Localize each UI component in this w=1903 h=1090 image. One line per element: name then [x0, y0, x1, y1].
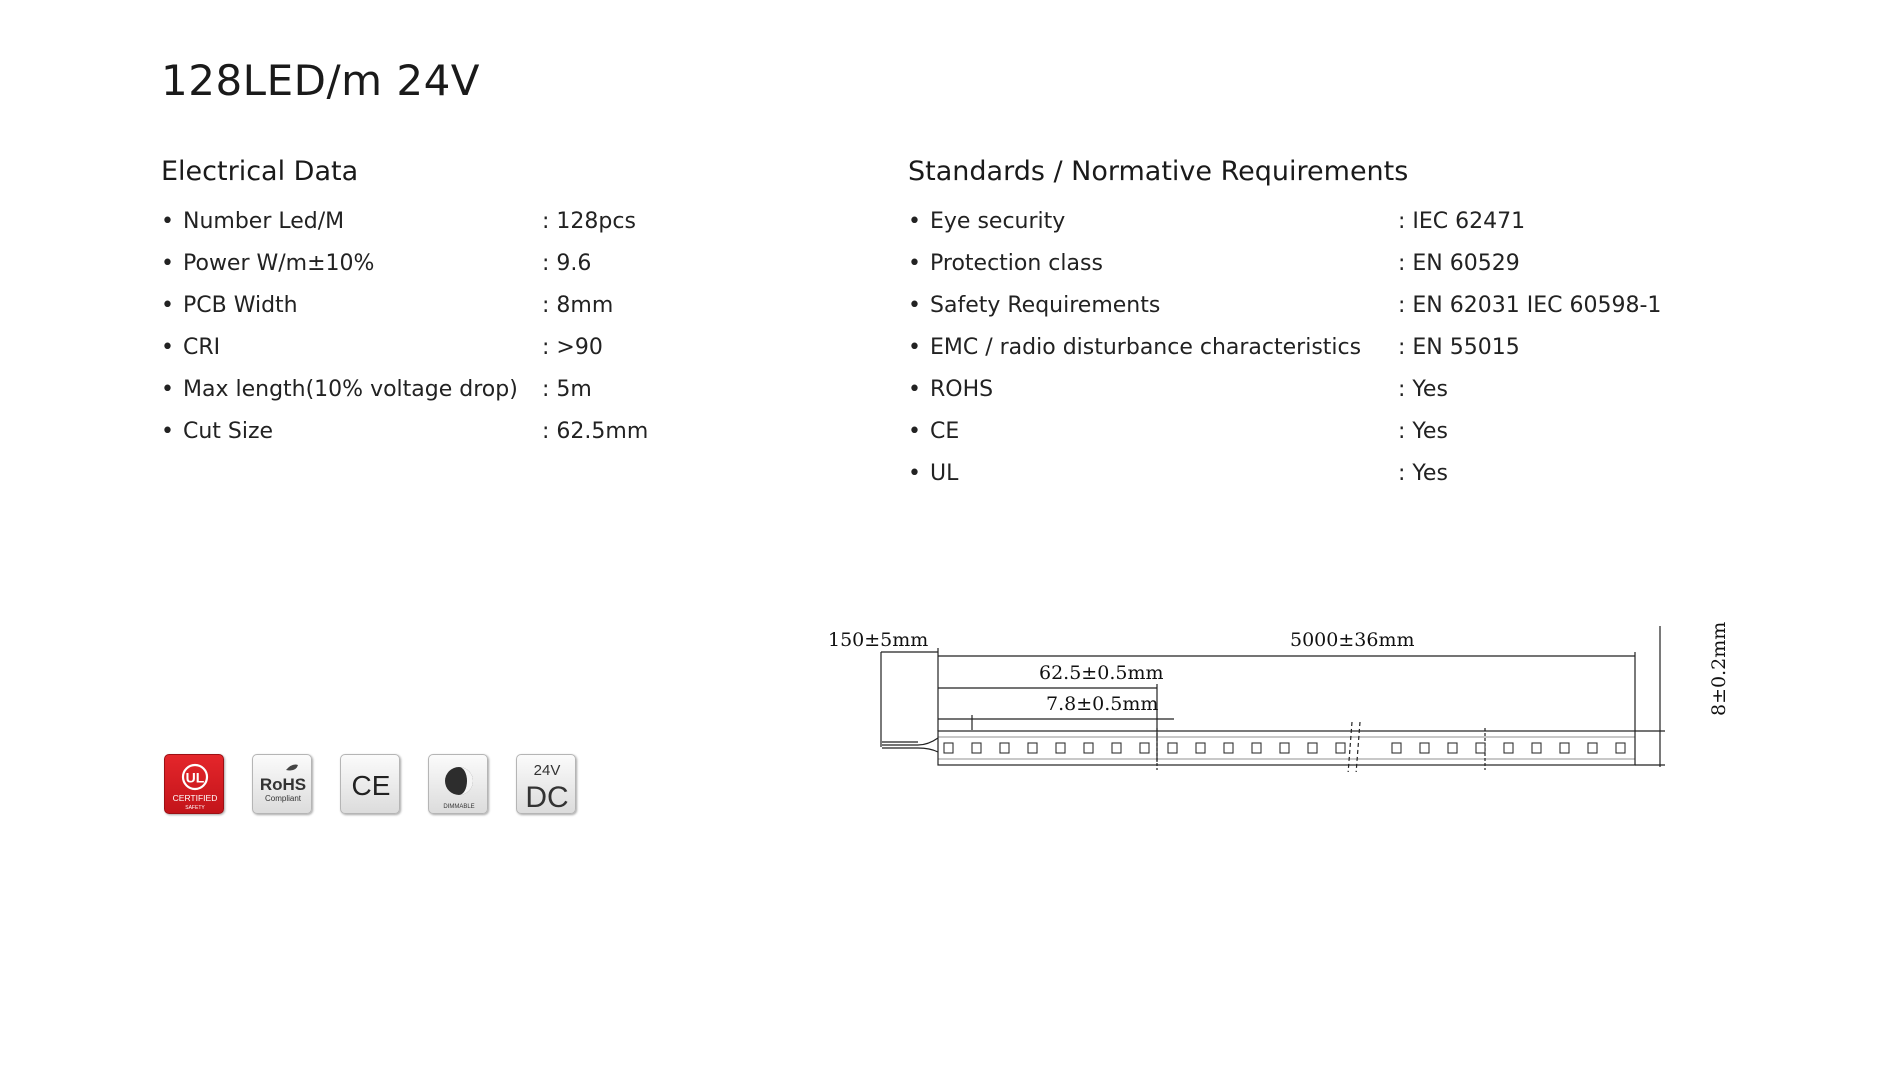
standard-value: : EN 62031 IEC 60598-1	[1398, 292, 1662, 318]
rohs-icon	[253, 755, 312, 814]
standard-row-protection-class	[908, 242, 1661, 284]
spec-row-max-length	[161, 368, 648, 410]
spec-row-number-led	[161, 200, 648, 242]
spec-value: : 8mm	[542, 292, 614, 318]
led-chip	[1280, 743, 1289, 753]
spec-label: PCB Width	[183, 292, 298, 318]
bullet-icon: •	[908, 460, 921, 486]
spec-row-power	[161, 242, 648, 284]
standard-value: : Yes	[1398, 376, 1448, 402]
dc-24v-badge	[516, 754, 576, 814]
rohs-text: RoHS	[259, 775, 307, 794]
standards-list	[908, 200, 1661, 494]
led-chip	[1504, 743, 1513, 753]
standard-label: Eye security	[930, 208, 1066, 234]
standard-row-ul	[908, 452, 1661, 494]
bullet-icon: •	[908, 208, 921, 234]
bullet-icon: •	[908, 418, 921, 444]
spec-value: : 5m	[542, 376, 592, 402]
bullet-icon: •	[908, 250, 921, 276]
ul-safety-text: SAFETY	[185, 805, 205, 811]
led-chip	[1224, 743, 1233, 753]
led-strip-dimension-diagram	[820, 612, 1745, 772]
led-chip	[1084, 743, 1093, 753]
ce-icon	[341, 755, 400, 814]
led-chip	[1000, 743, 1009, 753]
led-chip	[1308, 743, 1317, 753]
ul-certified-icon	[165, 755, 224, 814]
led-chip	[1140, 743, 1149, 753]
electrical-data-list	[161, 200, 648, 452]
led-chip	[944, 743, 953, 753]
dimmable-badge	[428, 754, 488, 814]
standard-label: Protection class	[930, 250, 1103, 276]
spec-row-cri	[161, 326, 648, 368]
bullet-icon: •	[161, 292, 174, 318]
width-label: 8±0.2mm	[1708, 621, 1730, 716]
spec-value: : 9.6	[542, 250, 592, 276]
standard-label: EMC / radio disturbance characteristics	[930, 334, 1362, 360]
led-chip	[1476, 743, 1485, 753]
ce-badge	[340, 754, 400, 814]
dimmable-text: DIMMABLE	[443, 804, 475, 810]
standard-value: : Yes	[1398, 460, 1448, 486]
standard-row-rohs	[908, 368, 1661, 410]
rohs-compliant-text: Compliant	[264, 794, 302, 803]
cut-size-label: 62.5±0.5mm	[1039, 662, 1164, 684]
standards-heading: Standards / Normative Requirements	[908, 156, 1409, 187]
dimension-drawing	[820, 612, 1745, 772]
spec-label: Number Led/M	[183, 208, 345, 234]
spec-value: : 62.5mm	[542, 418, 649, 444]
standard-label: UL	[930, 460, 959, 486]
standard-label: ROHS	[930, 376, 994, 402]
led-chip	[1196, 743, 1205, 753]
standard-value: : EN 55015	[1398, 334, 1520, 360]
certification-badges	[164, 754, 576, 814]
standard-value: : Yes	[1398, 418, 1448, 444]
electrical-data-heading: Electrical Data	[161, 156, 359, 187]
standard-row-safety	[908, 284, 1661, 326]
led-chips	[944, 743, 1625, 753]
ul-certified-text: CERTIFIED	[172, 793, 218, 803]
standard-row-emc	[908, 326, 1661, 368]
standard-label: CE	[930, 418, 960, 444]
lead-length-label: 150±5mm	[828, 629, 929, 651]
led-chip	[1420, 743, 1429, 753]
bullet-icon: •	[161, 418, 174, 444]
bullet-icon: •	[161, 334, 174, 360]
led-chip	[1056, 743, 1065, 753]
led-chip	[1532, 743, 1541, 753]
bullet-icon: •	[908, 292, 921, 318]
led-chip	[1392, 743, 1401, 753]
bullet-icon: •	[908, 334, 921, 360]
spec-row-pcb-width	[161, 284, 648, 326]
led-chip	[1448, 743, 1457, 753]
ce-text: CE	[351, 770, 391, 801]
standard-value: : IEC 62471	[1398, 208, 1526, 234]
spec-row-cut-size	[161, 410, 648, 452]
page-title: 128LED/m 24V	[161, 56, 481, 105]
rohs-badge	[252, 754, 312, 814]
led-chip	[1168, 743, 1177, 753]
bullet-icon: •	[161, 208, 174, 234]
total-length-label: 5000±36mm	[1290, 629, 1415, 651]
standard-row-eye-security	[908, 200, 1661, 242]
led-pitch-label: 7.8±0.5mm	[1046, 693, 1159, 715]
spec-label: CRI	[183, 334, 221, 360]
voltage-text: 24V	[533, 762, 561, 779]
dc-24v-icon	[517, 755, 576, 814]
led-chip	[1336, 743, 1345, 753]
led-chip	[972, 743, 981, 753]
dimmable-icon	[429, 755, 488, 814]
led-chip	[1028, 743, 1037, 753]
spec-value: : >90	[542, 334, 603, 360]
dc-text: DC	[525, 781, 569, 814]
spec-value: : 128pcs	[542, 208, 636, 234]
led-chip	[1560, 743, 1569, 753]
svg-text:UL: UL	[185, 769, 205, 786]
spec-label: Cut Size	[183, 418, 274, 444]
bullet-icon: •	[161, 376, 174, 402]
standard-row-ce	[908, 410, 1661, 452]
bullet-icon: •	[161, 250, 174, 276]
led-chip	[1616, 743, 1625, 753]
spec-label: Power W/m±10%	[183, 250, 375, 276]
led-chip	[1112, 743, 1121, 753]
bullet-icon: •	[908, 376, 921, 402]
led-chip	[1252, 743, 1261, 753]
led-chip	[1588, 743, 1597, 753]
standard-value: : EN 60529	[1398, 250, 1520, 276]
spec-label: Max length(10% voltage drop)	[183, 376, 518, 402]
ul-certified-badge	[164, 754, 224, 814]
standard-label: Safety Requirements	[930, 292, 1161, 318]
